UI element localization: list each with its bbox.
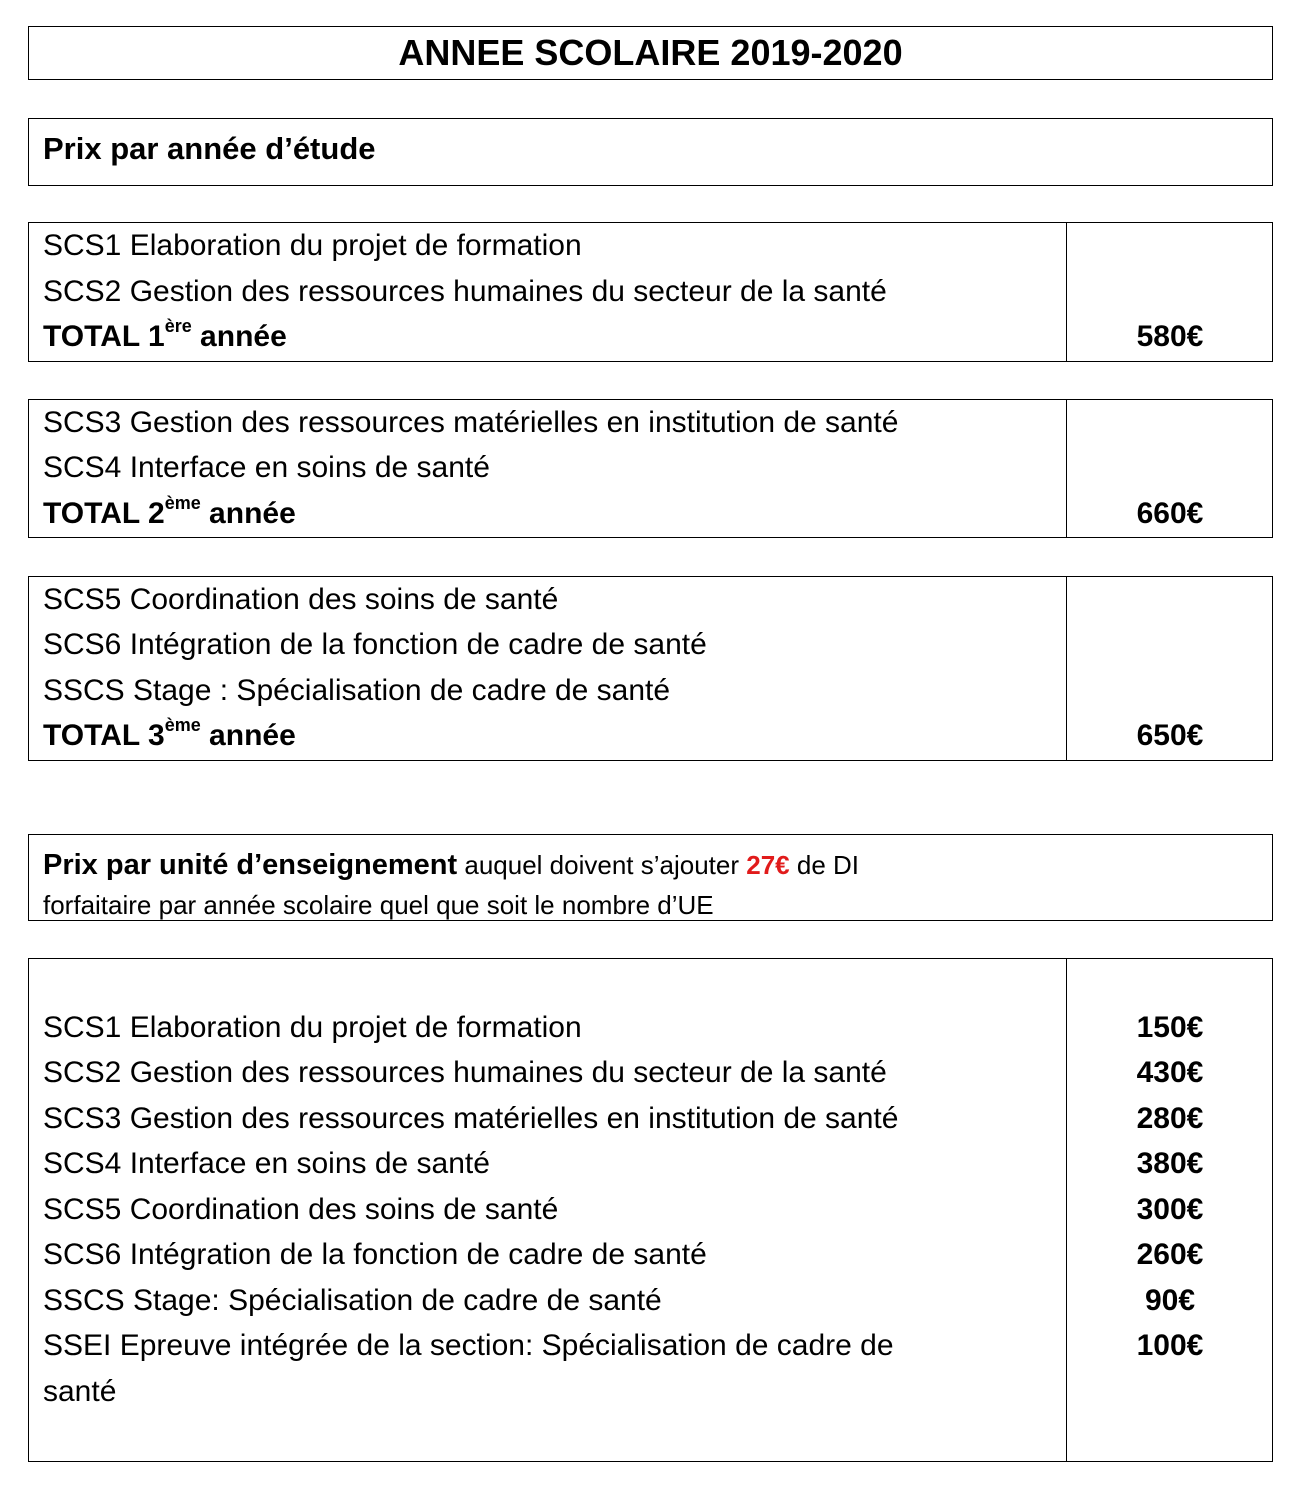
unit-label: SCS3 Gestion des ressources matérielles en institution de santé	[43, 1102, 899, 1135]
year-1-item: SCS2 Gestion des ressources humaines du secteur de la santé	[43, 275, 887, 308]
unit-price: 430€	[1136, 1056, 1204, 1089]
unit-label: SSCS Stage: Spécialisation de cadre de santé	[43, 1284, 662, 1317]
unit-label: SCS4 Interface en soins de santé	[43, 1147, 490, 1180]
unit-price: 300€	[1136, 1193, 1204, 1226]
year-2-item: SCS4 Interface en soins de santé	[43, 451, 490, 484]
unit-header-text: de DI	[789, 850, 860, 880]
unit-label-continuation: santé	[43, 1375, 117, 1408]
unit-header-line2: forfaitaire par année scolaire quel que soit le nombre d’UE	[43, 890, 714, 920]
unit-label: SSEI Epreuve intégrée de la section: Spécialisation de cadre de	[43, 1329, 894, 1362]
unit-price: 380€	[1136, 1147, 1204, 1180]
unit-label: SCS6 Intégration de la fonction de cadre de santé	[43, 1238, 707, 1271]
unit-prices-header-text	[43, 845, 1023, 925]
unit-price: 90€	[1144, 1284, 1196, 1317]
year-1-item: SCS1 Elaboration du projet de formation	[43, 229, 582, 262]
year-3-total-label: TOTAL 3ème année	[43, 715, 296, 752]
unit-price: 260€	[1136, 1238, 1204, 1271]
unit-label: SCS2 Gestion des ressources humaines du secteur de la santé	[43, 1056, 887, 1089]
year-1-total-label: TOTAL 1ère année	[43, 316, 287, 353]
unit-prices-header	[28, 834, 1273, 921]
unit-header-bold: Prix par unité d’enseignement	[43, 849, 458, 881]
year-1-total-price: 580€	[1136, 320, 1204, 353]
year-3-item: SCS6 Intégration de la fonction de cadre de santé	[43, 628, 707, 661]
unit-price: 150€	[1136, 1011, 1204, 1044]
page-title-text: ANNEE SCOLAIRE 2019-2020	[398, 32, 903, 73]
year-1-section	[28, 222, 1273, 362]
year-prices-header-text: Prix par année d’étude	[43, 131, 376, 166]
year-prices-header	[28, 118, 1273, 186]
year-3-item: SCS5 Coordination des soins de santé	[43, 583, 559, 616]
page-title	[28, 26, 1273, 80]
unit-prices-table	[28, 958, 1273, 1462]
year-3-item: SSCS Stage : Spécialisation de cadre de santé	[43, 674, 671, 707]
unit-label: SCS1 Elaboration du projet de formation	[43, 1011, 582, 1044]
unit-price: 100€	[1136, 1329, 1204, 1362]
unit-label: SCS5 Coordination des soins de santé	[43, 1193, 559, 1226]
year-2-total-label: TOTAL 2ème année	[43, 493, 296, 530]
year-2-total-price: 660€	[1136, 497, 1204, 530]
year-3-total-price: 650€	[1136, 719, 1204, 752]
registration-fee-highlight: 27€	[746, 850, 790, 880]
year-3-section	[28, 576, 1273, 761]
year-2-item: SCS3 Gestion des ressources matérielles en institution de santé	[43, 406, 899, 439]
unit-price: 280€	[1136, 1102, 1204, 1135]
year-2-section	[28, 399, 1273, 538]
unit-header-text: auquel doivent s’ajouter	[457, 850, 747, 880]
